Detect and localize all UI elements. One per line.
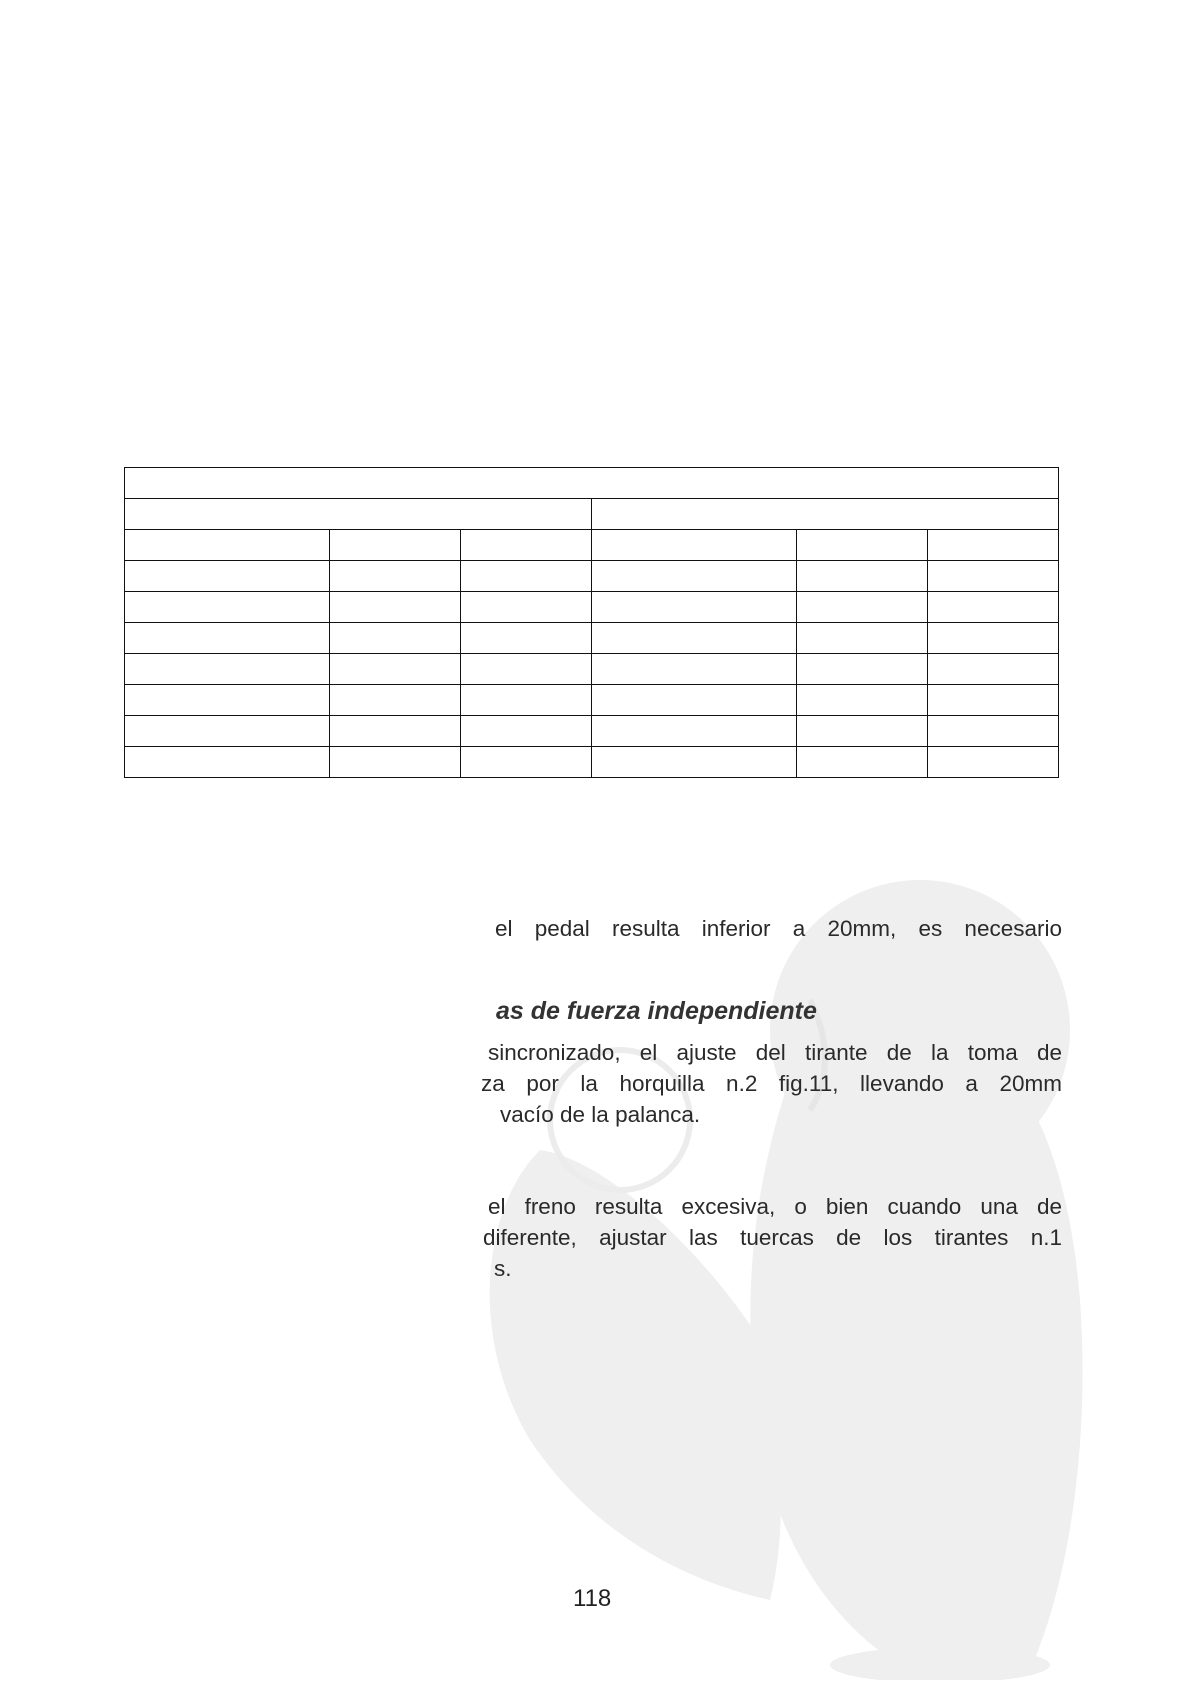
paragraph-line: vacío de la palanca. xyxy=(500,1102,701,1127)
table-row xyxy=(125,561,1059,592)
empty-data-table xyxy=(124,467,1059,778)
table-row xyxy=(125,747,1059,778)
table-row xyxy=(125,716,1059,747)
paragraph-line: za por la horquilla n.2 fig.11, llevando a 20mm xyxy=(481,1071,1062,1096)
table-row xyxy=(125,530,1059,561)
section-heading: as de fuerza independiente xyxy=(496,997,817,1025)
table-row xyxy=(125,685,1059,716)
table-group-row xyxy=(125,499,1059,530)
paragraph-line: el pedal resulta inferior a 20mm, es necesario xyxy=(495,916,1062,941)
table-row xyxy=(125,654,1059,685)
table-row xyxy=(125,592,1059,623)
paragraph-line: s. xyxy=(494,1256,512,1281)
paragraph-line: diferente, ajustar las tuercas de los tirantes n.1 xyxy=(483,1225,1062,1250)
paragraph-line: sincronizado, el ajuste del tirante de la toma de xyxy=(488,1040,1062,1065)
table-title-row xyxy=(125,468,1059,499)
page-number: 118 xyxy=(573,1585,612,1612)
paragraph-line: el freno resulta excesiva, o bien cuando una de xyxy=(488,1194,1062,1219)
table-row xyxy=(125,623,1059,654)
